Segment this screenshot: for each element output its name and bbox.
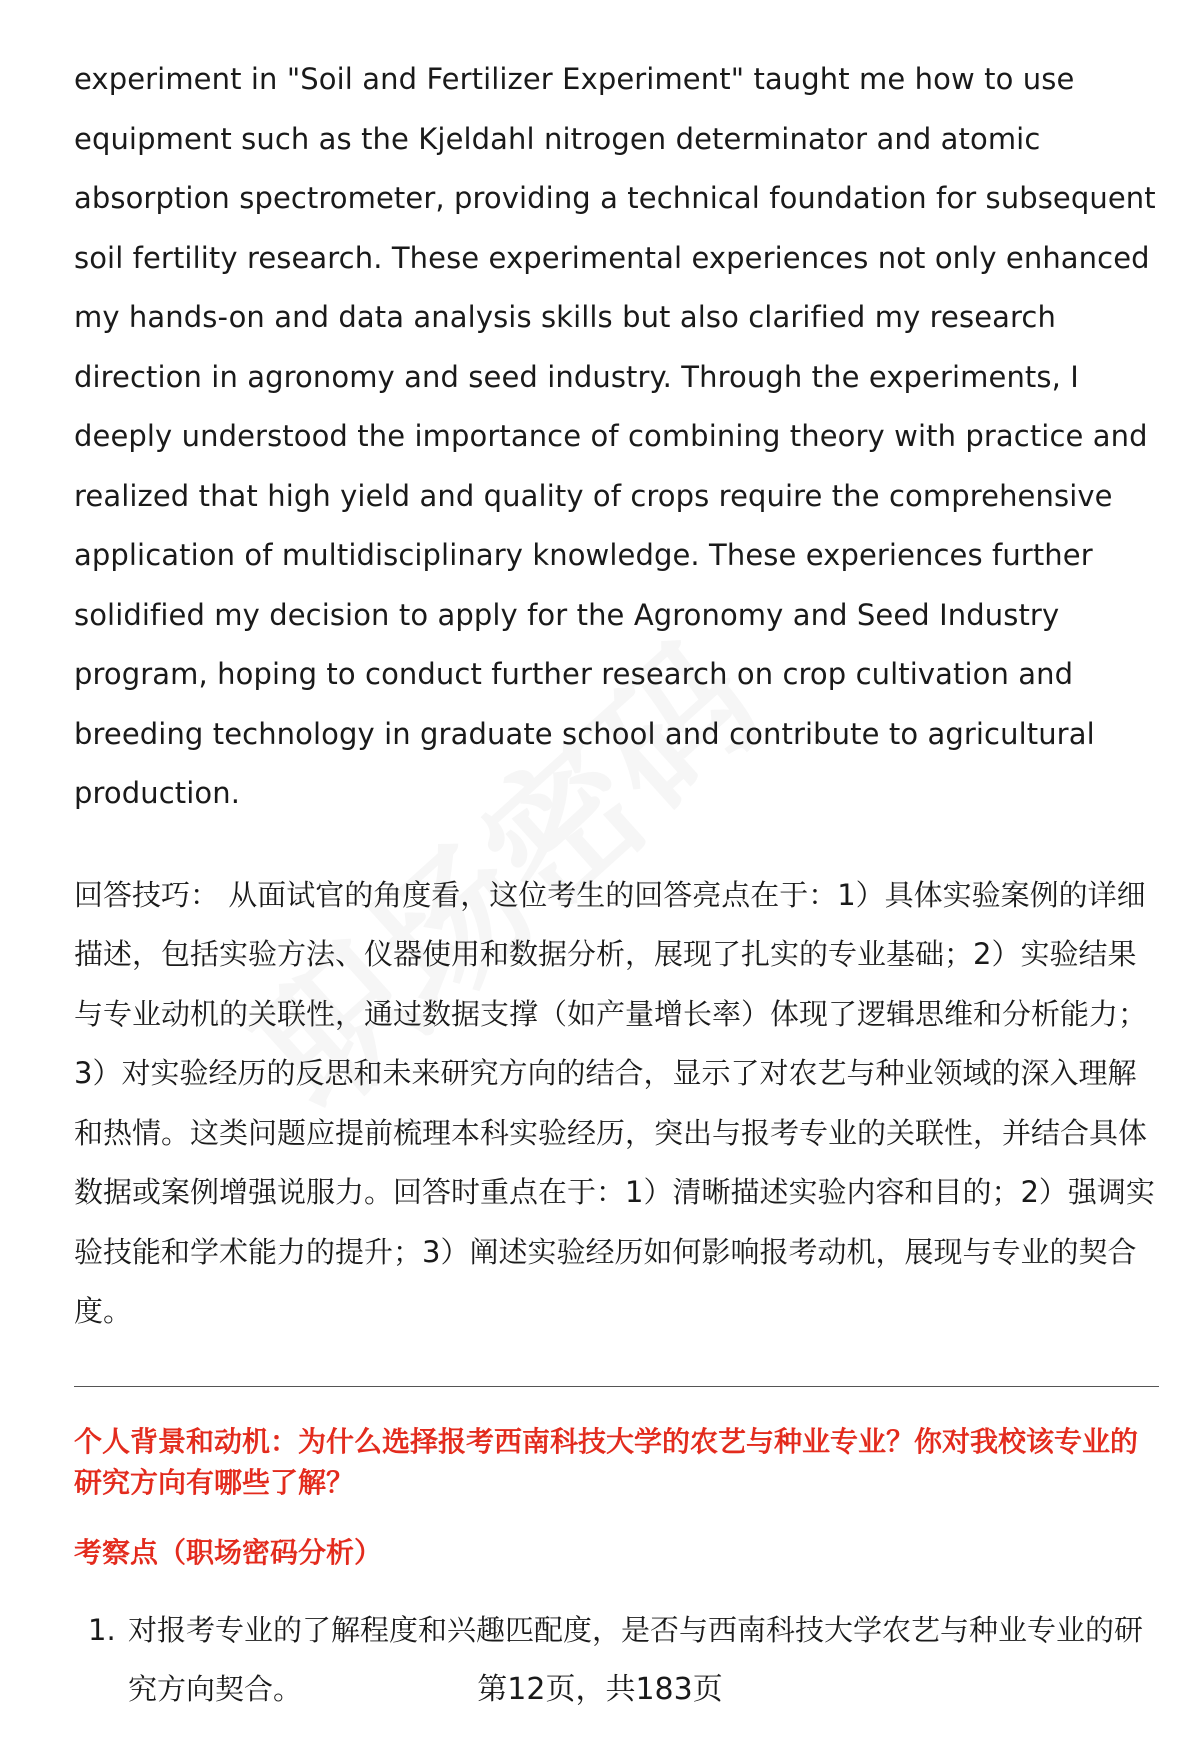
- document-page: [74, 50, 1159, 1720]
- page-footer: 第12页，共183页: [477, 1672, 723, 1707]
- section-divider: [74, 1386, 1159, 1387]
- answer-tips-text: 从面试官的角度看，这位考生的回答亮点在于：1）具体实验案例的详细描述，包括实验方法、仪器使用和数据分析，展现了扎实的专业基础；2）实验结果与专业动机的关联性，通过数据支撑（如产量增长率）体现了逻辑思维和分析能力；3）对实验经历的反思和未来研究方向的结合，显示了对农艺与种业领域的深入理解和热情。这类问题应提前梳理本科实验经历，突出与报考专业的关联性，并结合具体数据或案例增强说服力。回答时重点在于：1）清晰描述实验内容和目的；2）强调实验技能和学术能力的提升；3）阐述实验经历如何影响报考动机，展现与专业的契合度。: [74, 877, 1155, 1328]
- list-item-number: 1.: [88, 1612, 116, 1647]
- list-item-text: 对报考专业的了解程度和兴趣匹配度，是否与西南科技大学农艺与种业专业的研究方向契合。: [128, 1612, 1144, 1706]
- question-heading: 个人背景和动机：为什么选择报考西南科技大学的农艺与种业专业？你对我校该专业的研究方向有哪些了解？: [74, 1424, 1139, 1499]
- body-paragraph: experiment in "Soil and Fertilizer Experiment" taught me how to use equipment such as the Kjeldahl nitrogen determinator and atomic absorption spectrometer, providing a technical foundation for subsequent soil fertility research. These experimental experiences not only enhanced my hands-on and data analysis skills but also clarified my research direction in agronomy and seed industry. Through the experiments, I deeply understood the importance of combining theory with practice and realized that high yield and quality of crops require the comprehensive application of multidisciplinary knowledge. These experiences further solidified my decision to apply for the Agronomy and Seed Industry program, hoping to conduct further research on crop cultivation and breeding technology in graduate school and contribute to agricultural production.: [74, 62, 1156, 810]
- answer-tips-label: 回答技巧：: [74, 877, 220, 912]
- answer-tips-paragraph: [74, 866, 1159, 1342]
- focus-points-heading: 考察点（职场密码分析）: [74, 1535, 383, 1569]
